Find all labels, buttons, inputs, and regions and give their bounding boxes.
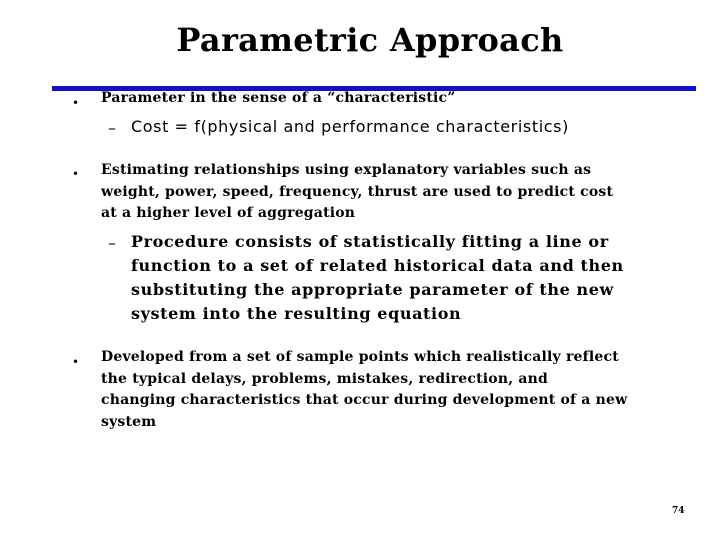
sub-bullet-marker: – xyxy=(108,118,116,137)
sub-bullet-line: Cost = f(physical and performance characteristics) xyxy=(131,117,569,136)
bullet-line: weight, power, speed, frequency, thrust are used to predict cost xyxy=(101,183,614,200)
bullet-line: system xyxy=(101,413,157,430)
sub-bullet-line: Procedure consists of statistically fitting a line or xyxy=(131,232,609,251)
sub-bullet-line: system into the resulting equation xyxy=(131,304,462,323)
bullet-marker: • xyxy=(72,96,80,110)
page-title: Parametric Approach xyxy=(176,21,564,59)
bullet-line: Parameter in the sense of a “characteristic” xyxy=(101,90,456,106)
sub-bullet-line: function to a set of related historical data and then xyxy=(131,256,624,275)
bullet-line: at a higher level of aggregation xyxy=(101,205,356,221)
bullet-marker: • xyxy=(72,355,80,369)
bullet-line: Developed from a set of sample points which realistically reflect xyxy=(101,349,619,365)
sub-bullet-marker: – xyxy=(108,233,116,252)
bullet-line: changing characteristics that occur during development of a new xyxy=(101,392,628,408)
sub-bullet-line: substituting the appropriate parameter of the new xyxy=(131,280,614,299)
bullet-line: Estimating relationships using explanatory variables such as xyxy=(101,162,592,178)
bullet-marker: • xyxy=(72,167,80,181)
bullet-line: the typical delays, problems, mistakes, redirection, and xyxy=(101,370,549,387)
page-number: 74 xyxy=(672,506,685,516)
